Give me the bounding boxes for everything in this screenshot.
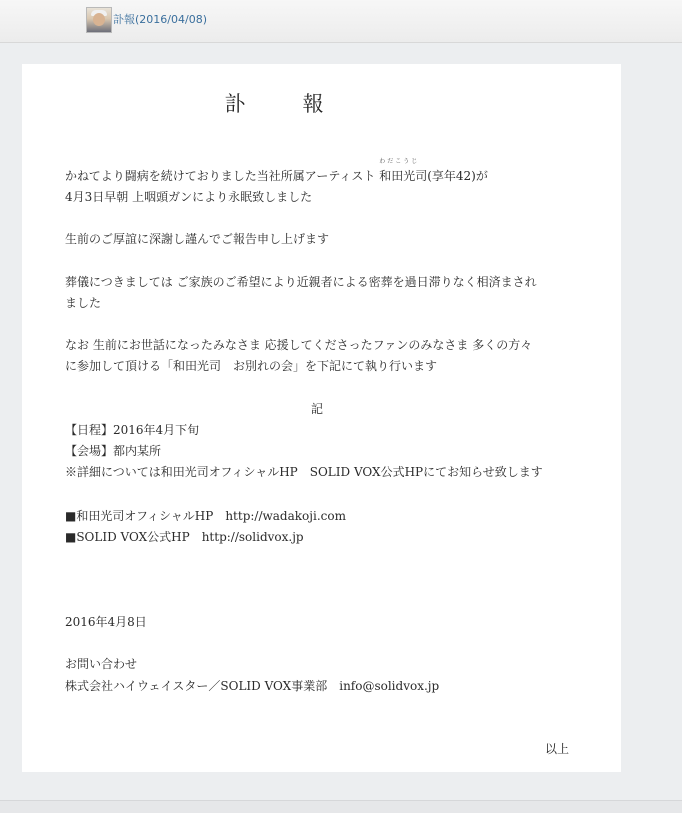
solidvox-site-link: ■SOLID VOX公式HP http://solidvox.jp [65,530,304,544]
user-avatar-icon[interactable] [86,7,112,33]
artist-name [379,158,428,184]
p1-text-after: (享年42)が [427,169,488,183]
ki-mark: 記 [311,402,324,416]
paragraph-4-line-1: なお 生前にお世話になったみなさま 応援してくださったファンのみなさま 多くの方々 [65,338,533,352]
closing-mark: 以上 [545,742,570,756]
paragraph-1-line-1 [65,158,488,184]
top-bar [0,0,682,43]
paragraph-2: 生前のご厚誼に深謝し謹んでご報告申し上げます [65,232,330,246]
paragraph-3-line-2: ました [65,296,102,310]
post-title-link[interactable]: 訃報(2016/04/08) [113,13,207,26]
paragraph-1-line-2: 4月3日早朝 上咽頭ガンにより永眠致しました [65,190,313,204]
schedule-line: 【日程】2016年4月下旬 [65,423,200,437]
venue-line: 【会場】都内某所 [65,444,162,458]
artist-name-ruby: わだこうじ [379,158,420,165]
notice-document [22,64,621,772]
notice-date: 2016年4月8日 [65,615,147,629]
official-site-link: ■和田光司オフィシャルHP http://wadakoji.com [65,509,346,523]
details-line: ※詳細については和田光司オフィシャルHP SOLID VOX公式HPにてお知らせ致します [65,465,543,479]
paragraph-4-line-2: に参加して頂ける「和田光司 お別れの会」を下記にて執り行います [65,359,438,373]
artist-name-text: 和田光司 [379,169,428,183]
p1-text-before: かねてより闘病を続けておりました当社所属アーティスト [65,169,380,183]
paragraph-3-line-1: 葬儀につきましては ご家族のご希望により近親者による密葬を過日滞りなく相済まされ [65,275,537,289]
notice-heading: 訃 報 [224,92,342,116]
contact-detail: 株式会社ハイウェイスター／SOLID VOX事業部 info@solidvox.jp [65,679,440,693]
avatar-face [93,13,105,26]
contact-label: お問い合わせ [65,657,138,671]
bottom-strip [0,800,682,813]
